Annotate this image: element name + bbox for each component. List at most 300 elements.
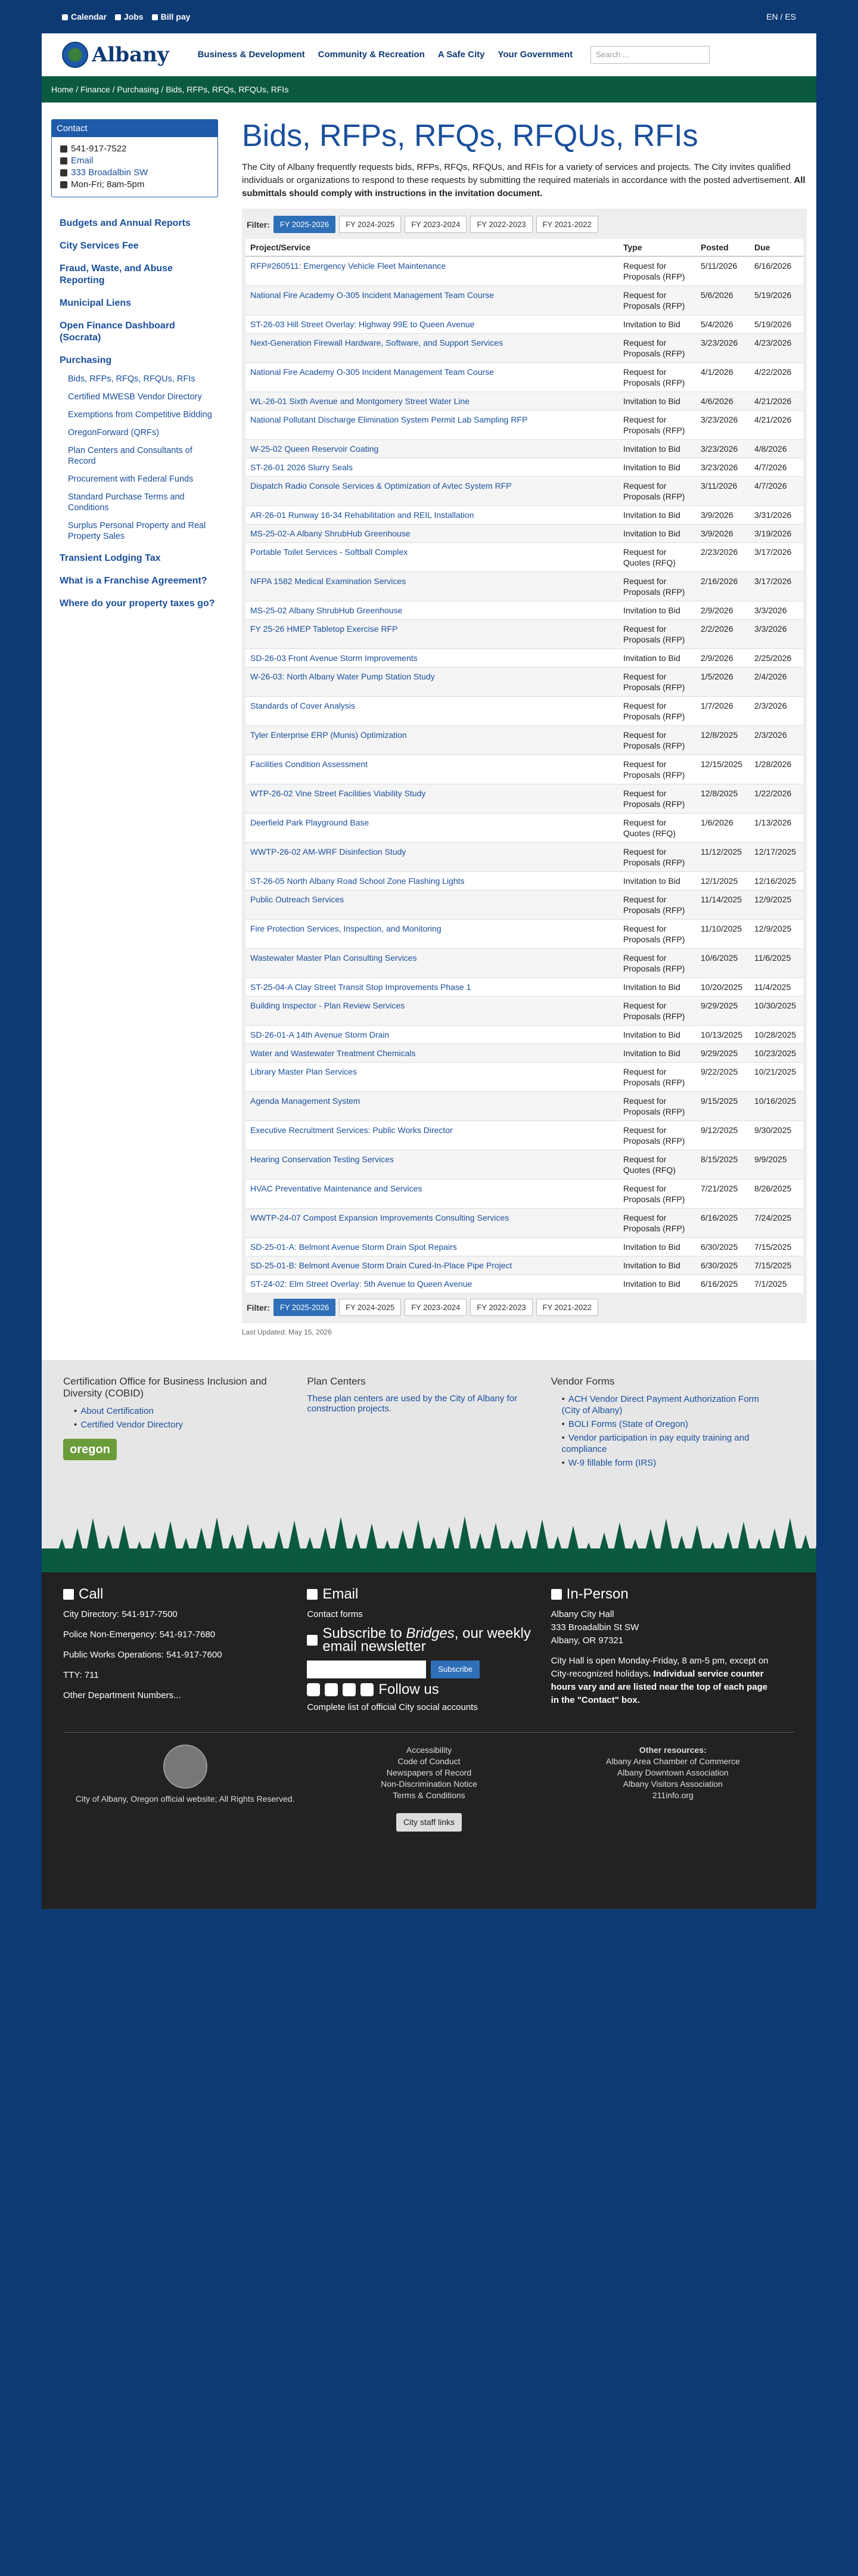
project-cell <box>245 997 618 1026</box>
project-link[interactable]: SD-25-01-A: Belmont Avenue Storm Drain Spot Repairs <box>250 1242 457 1252</box>
due-cell: 9/9/2025 <box>750 1150 803 1180</box>
posted-cell: 11/10/2025 <box>696 920 750 949</box>
legal-link-terms-conditions[interactable]: Terms & Conditions <box>393 1790 465 1800</box>
project-link[interactable]: National Pollutant Discharge Elimination System Permit Lab Sampling RFP <box>250 415 528 424</box>
project-cell <box>245 697 618 726</box>
sidebar-subitem-certified-mwesb-vendor-directory[interactable]: Certified MWESB Vendor Directory <box>68 392 202 402</box>
sidebar-subitem-bids-rfps-rfqs-rfqus-rfis[interactable]: Bids, RFPs, RFQs, RFQUs, RFIs <box>68 374 195 384</box>
project-cell <box>245 1026 618 1044</box>
column-header-type: Type <box>618 239 696 256</box>
subscribe-button[interactable]: Subscribe <box>431 1661 480 1678</box>
table-row <box>245 458 803 477</box>
project-link[interactable]: HVAC Preventative Maintenance and Services <box>250 1184 422 1193</box>
filter-buttons <box>273 1299 602 1316</box>
plan-centers-text[interactable]: These plan centers are used by the City of Albany for construction projects. <box>307 1393 518 1414</box>
utility-bar <box>42 0 816 33</box>
type-cell: Invitation to Bid <box>618 1238 696 1256</box>
due-cell: 3/19/2026 <box>750 524 803 543</box>
project-cell <box>245 1063 618 1092</box>
last-updated: Last Updated: May 15, 2026 <box>242 1328 332 1336</box>
table-row <box>245 1063 803 1092</box>
table-row <box>245 601 803 620</box>
contact-email-link[interactable]: Email <box>71 156 94 166</box>
filter-fy-2022-2023[interactable]: FY 2022-2023 <box>470 216 532 233</box>
project-link[interactable]: Public Outreach Services <box>250 895 344 904</box>
due-cell: 12/17/2025 <box>750 843 803 872</box>
social-accounts-link[interactable]: Complete list of official City social accounts <box>307 1702 478 1712</box>
envelope-icon <box>307 1589 318 1600</box>
type-cell: Invitation to Bid <box>618 506 696 524</box>
sidebar-item-what-is-a-franchise-agreement[interactable]: What is a Franchise Agreement? <box>60 576 207 586</box>
table-row <box>245 256 803 286</box>
table-row <box>245 1238 803 1256</box>
project-cell <box>245 843 618 872</box>
map-pin-icon <box>60 169 67 176</box>
project-link[interactable]: Fire Protection Services, Inspection, and Monitoring <box>250 924 442 933</box>
posted-cell: 9/29/2025 <box>696 1044 750 1063</box>
project-cell <box>245 949 618 978</box>
type-cell: Request for Proposals (RFP) <box>618 334 696 363</box>
project-cell <box>245 392 618 411</box>
resource-link-albany-area-chamber-of-commerce[interactable]: Albany Area Chamber of Commerce <box>605 1756 740 1766</box>
due-cell: 1/28/2026 <box>750 755 803 784</box>
project-link[interactable]: WWTP-26-02 AM-WRF Disinfection Study <box>250 847 406 856</box>
resource-link-albany-visitors-association[interactable]: Albany Visitors Association <box>623 1779 723 1789</box>
sidebar-subitem-surplus-personal-property-and-real-property-sales[interactable]: Surplus Personal Property and Real Property Sales <box>68 521 206 541</box>
legal-link-newspapers-of-record[interactable]: Newspapers of Record <box>386 1768 472 1777</box>
project-link[interactable]: Dispatch Radio Console Services & Optimization of Avtec System RFP <box>250 481 512 491</box>
instagram-icon[interactable] <box>325 1683 338 1696</box>
table-row <box>245 363 803 392</box>
contact-box <box>51 119 218 197</box>
vendor-form-link[interactable]: • W-9 fillable form (IRS) <box>562 1457 777 1469</box>
project-cell <box>245 1092 618 1121</box>
project-link[interactable]: Tyler Enterprise ERP (Munis) Optimization <box>250 730 407 740</box>
project-cell <box>245 286 618 315</box>
sidebar-item-where-do-your-property-taxes-go[interactable]: Where do your property taxes go? <box>60 598 215 609</box>
posted-cell: 2/16/2026 <box>696 572 750 601</box>
project-cell <box>245 524 618 543</box>
project-link[interactable]: Library Master Plan Services <box>250 1067 357 1076</box>
city-seal-icon <box>62 42 88 68</box>
newsletter-email-input[interactable] <box>307 1661 426 1678</box>
clock-icon <box>60 181 67 188</box>
column-header-project-service: Project/Service <box>245 239 618 256</box>
posted-cell: 9/22/2025 <box>696 1063 750 1092</box>
due-cell: 4/21/2026 <box>750 411 803 440</box>
filter-bar-top: Filter: FY 2025-2026 FY 2024-2025 FY 2023-2024 FY 2022-2023 FY 2021-2022 <box>245 213 803 239</box>
footer-contact <box>42 1572 816 1732</box>
table-row <box>245 920 803 949</box>
posted-cell: 9/12/2025 <box>696 1121 750 1150</box>
youtube-icon[interactable] <box>343 1683 356 1696</box>
project-link[interactable]: RFP#260511: Emergency Vehicle Fleet Maintenance <box>250 261 446 271</box>
contact-title: Contact <box>52 120 217 137</box>
project-link[interactable]: Deerfield Park Playground Base <box>250 818 369 827</box>
project-cell <box>245 334 618 363</box>
posted-cell: 9/15/2025 <box>696 1092 750 1121</box>
due-cell: 2/3/2026 <box>750 726 803 755</box>
sidebar-item-municipal-liens[interactable]: Municipal Liens <box>60 298 132 308</box>
sidebar-subitem-plan-centers-and-consultants-of-record[interactable]: Plan Centers and Consultants of Record <box>68 446 192 466</box>
holidays-link[interactable]: City-recognized holidays <box>551 1669 649 1679</box>
project-cell <box>245 256 618 286</box>
posted-cell: 6/16/2025 <box>696 1209 750 1238</box>
project-cell <box>245 506 618 524</box>
type-cell: Invitation to Bid <box>618 1044 696 1063</box>
project-link[interactable]: Executive Recruitment Services: Public Works Director <box>250 1125 453 1135</box>
due-cell: 12/9/2025 <box>750 920 803 949</box>
type-cell: Invitation to Bid <box>618 1256 696 1275</box>
type-cell: Invitation to Bid <box>618 1275 696 1293</box>
type-cell: Request for Proposals (RFP) <box>618 477 696 506</box>
in-person-title: In-Person <box>566 1586 629 1602</box>
project-link[interactable]: ST-26-01 2026 Slurry Seals <box>250 463 353 472</box>
project-link[interactable]: W-26-03: North Albany Water Pump Station Study <box>250 672 435 681</box>
type-cell: Request for Proposals (RFP) <box>618 1063 696 1092</box>
table-row <box>245 1044 803 1063</box>
language-toggle[interactable]: EN / ES <box>766 12 796 21</box>
posted-cell: 3/23/2026 <box>696 411 750 440</box>
project-cell <box>245 1150 618 1180</box>
type-cell: Invitation to Bid <box>618 315 696 334</box>
table-row <box>245 572 803 601</box>
sidebar-item-purchasing[interactable]: Purchasing <box>60 355 112 365</box>
nav-item-business-development[interactable]: Business & Development <box>197 49 305 60</box>
project-link[interactable]: Water and Wastewater Treatment Chemicals <box>250 1048 416 1058</box>
call-line: Police Non-Emergency: 541-917-7680 <box>63 1630 216 1640</box>
call-title: Call <box>79 1586 104 1602</box>
table-row <box>245 286 803 315</box>
table-row <box>245 315 803 334</box>
posted-cell: 5/11/2026 <box>696 256 750 286</box>
posted-cell: 3/23/2026 <box>696 440 750 458</box>
sidebar-item-fraud-waste-and-abuse-reporting[interactable]: Fraud, Waste, and Abuse Reporting <box>60 263 173 285</box>
sidebar-item-city-services-fee[interactable]: City Services Fee <box>60 241 139 251</box>
due-cell: 7/24/2025 <box>750 1209 803 1238</box>
posted-cell: 10/6/2025 <box>696 949 750 978</box>
project-link[interactable]: Next-Generation Firewall Hardware, Software, and Support Services <box>250 338 503 347</box>
posted-cell: 2/9/2026 <box>696 601 750 620</box>
project-link[interactable]: ST-24-02: Elm Street Overlay: 5th Avenue to Queen Avenue <box>250 1279 472 1289</box>
follow-us-label: Follow us <box>378 1681 439 1697</box>
type-cell: Invitation to Bid <box>618 978 696 997</box>
posted-cell: 2/23/2026 <box>696 543 750 572</box>
filter-fy-2025-2026[interactable]: FY 2025-2026 <box>273 216 335 233</box>
sidebar-subitem-exemptions-from-competitive-bidding[interactable]: Exemptions from Competitive Bidding <box>68 410 212 420</box>
person-icon <box>551 1589 562 1600</box>
due-cell: 7/15/2025 <box>750 1256 803 1275</box>
sidebar-item-budgets-and-annual-reports[interactable]: Budgets and Annual Reports <box>60 218 191 228</box>
table-row <box>245 890 803 920</box>
posted-cell: 6/30/2025 <box>696 1238 750 1256</box>
due-cell: 10/16/2025 <box>750 1092 803 1121</box>
column-header-posted: Posted <box>696 239 750 256</box>
call-line: TTY: 711 <box>63 1670 99 1680</box>
due-cell: 1/22/2026 <box>750 784 803 814</box>
project-cell <box>245 1275 618 1293</box>
type-cell: Request for Proposals (RFP) <box>618 697 696 726</box>
due-cell: 3/3/2026 <box>750 620 803 649</box>
table-row <box>245 668 803 697</box>
type-cell: Request for Proposals (RFP) <box>618 843 696 872</box>
project-cell <box>245 649 618 668</box>
project-cell <box>245 411 618 440</box>
posted-cell: 11/12/2025 <box>696 843 750 872</box>
project-link[interactable]: WL-26-01 Sixth Avenue and Montgomery Street Water Line <box>250 396 470 406</box>
main-nav <box>198 49 586 60</box>
resource-link-211info-org[interactable]: 211info.org <box>652 1790 694 1800</box>
project-link[interactable]: Building Inspector - Plan Review Services <box>250 1001 405 1010</box>
project-cell <box>245 726 618 755</box>
type-cell: Invitation to Bid <box>618 524 696 543</box>
resource-link-albany-downtown-association[interactable]: Albany Downtown Association <box>617 1768 729 1777</box>
due-cell: 7/15/2025 <box>750 1238 803 1256</box>
posted-cell: 5/6/2026 <box>696 286 750 315</box>
due-cell: 10/30/2025 <box>750 997 803 1026</box>
filter-fy-2023-2024[interactable]: FY 2023-2024 <box>405 216 467 233</box>
due-cell: 4/21/2026 <box>750 392 803 411</box>
filter-fy-2021-2022[interactable]: FY 2021-2022 <box>536 1299 598 1316</box>
sidebar-subitem-oregonforward-qrfs[interactable]: OregonForward (QRFs) <box>68 428 160 437</box>
posted-cell: 7/21/2025 <box>696 1180 750 1209</box>
project-link[interactable]: Standards of Cover Analysis <box>250 701 355 710</box>
type-cell: Request for Proposals (RFP) <box>618 411 696 440</box>
table-row <box>245 697 803 726</box>
project-cell <box>245 1121 618 1150</box>
sidebar <box>51 119 218 1360</box>
table-row <box>245 1150 803 1180</box>
project-cell <box>245 477 618 506</box>
type-cell: Request for Proposals (RFP) <box>618 726 696 755</box>
site-logo[interactable] <box>62 42 169 68</box>
posted-cell: 2/2/2026 <box>696 620 750 649</box>
filter-bar-bottom: Filter: FY 2025-2026 FY 2024-2025 FY 2023-2024 FY 2022-2023 FY 2021-2022 <box>245 1293 803 1318</box>
project-link[interactable]: SD-26-01-A 14th Avenue Storm Drain <box>250 1030 390 1039</box>
due-cell: 4/8/2026 <box>750 440 803 458</box>
table-row <box>245 477 803 506</box>
due-cell: 4/23/2026 <box>750 334 803 363</box>
project-link[interactable]: W-25-02 Queen Reservoir Coating <box>250 444 379 454</box>
address-line: Albany, OR 97321 <box>551 1635 624 1646</box>
social-row <box>307 1683 533 1696</box>
address-line: Albany City Hall <box>551 1609 614 1619</box>
project-link[interactable]: NFPA 1582 Medical Examination Services <box>250 576 406 586</box>
project-cell <box>245 315 618 334</box>
logo-text: Albany <box>92 42 169 67</box>
page-frame <box>42 0 816 1909</box>
nav-item-your-government[interactable]: Your Government <box>498 49 573 60</box>
posted-cell: 6/30/2025 <box>696 1256 750 1275</box>
project-link[interactable]: SD-26-03 Front Avenue Storm Improvements <box>250 653 418 663</box>
legal-link-accessibility[interactable]: Accessibility <box>406 1745 452 1755</box>
type-cell: Invitation to Bid <box>618 458 696 477</box>
project-link[interactable]: MS-25-02-A Albany ShrubHub Greenhouse <box>250 529 411 538</box>
posted-cell: 3/9/2026 <box>696 524 750 543</box>
type-cell: Request for Proposals (RFP) <box>618 1180 696 1209</box>
contact-hours: Mon-Fri; 8am-5pm <box>71 179 145 190</box>
cobid-title: Certification Office for Business Inclusion and Diversity (COBID) <box>63 1376 267 1399</box>
type-cell: Request for Proposals (RFP) <box>618 363 696 392</box>
project-cell <box>245 755 618 784</box>
table-row <box>245 978 803 997</box>
table-row <box>245 843 803 872</box>
other-resources-title: Other resources: <box>639 1745 707 1755</box>
table-row <box>245 334 803 363</box>
vendor-form-link[interactable]: • ACH Vendor Direct Payment Authorization Form (City of Albany) <box>562 1393 777 1416</box>
table-row <box>245 1256 803 1275</box>
search-input[interactable]: Search ... <box>590 46 710 64</box>
posted-cell: 4/6/2026 <box>696 392 750 411</box>
type-cell: Invitation to Bid <box>618 649 696 668</box>
filter-fy-2023-2024[interactable]: FY 2023-2024 <box>405 1299 467 1316</box>
posted-cell: 12/8/2025 <box>696 726 750 755</box>
type-cell: Request for Proposals (RFP) <box>618 997 696 1026</box>
posted-cell: 12/15/2025 <box>696 755 750 784</box>
sidebar-subitem-procurement-with-federal-funds[interactable]: Procurement with Federal Funds <box>68 474 194 484</box>
contact-address-link[interactable]: 333 Broadalbin SW <box>71 167 148 178</box>
table-row <box>245 543 803 572</box>
bids-table <box>245 239 803 1293</box>
filter-fy-2021-2022[interactable]: FY 2021-2022 <box>536 216 598 233</box>
facebook-icon[interactable] <box>307 1683 320 1696</box>
phone-icon <box>63 1589 74 1600</box>
phone-icon <box>60 145 67 153</box>
filter-fy-2024-2025[interactable]: FY 2024-2025 <box>339 1299 401 1316</box>
due-cell: 6/16/2026 <box>750 256 803 286</box>
type-cell: Request for Proposals (RFP) <box>618 1209 696 1238</box>
table-row <box>245 524 803 543</box>
vendor-form-link[interactable]: • Vendor participation in pay equity training and compliance <box>562 1432 777 1455</box>
posted-cell: 1/6/2026 <box>696 814 750 843</box>
util-link-calendar[interactable]: Calendar <box>62 12 107 21</box>
table-row <box>245 1026 803 1044</box>
main-content <box>218 119 807 1360</box>
filter-fy-2025-2026[interactable]: FY 2025-2026 <box>273 1299 335 1316</box>
vendor-form-link[interactable]: • BOLI Forms (State of Oregon) <box>562 1419 777 1430</box>
intro-text: The City of Albany frequently requests bids, RFPs, RFQs, RFQUs, and RFIs for a variety of services and projects. The City invites qualified individuals or organizations to respond to these requests by submitting the required materials in accordance with the posted advertisement. All submittals should comply with instructions in the invitation document. <box>242 162 806 198</box>
sidebar-item-open-finance-dashboard-socrata[interactable]: Open Finance Dashboard (Socrata) <box>60 321 175 343</box>
project-cell <box>245 668 618 697</box>
due-cell: 8/26/2025 <box>750 1180 803 1209</box>
type-cell: Request for Quotes (RFQ) <box>618 543 696 572</box>
newsletter-icon <box>307 1635 318 1646</box>
posted-cell: 1/5/2026 <box>696 668 750 697</box>
project-link[interactable]: Facilities Condition Assessment <box>250 759 368 769</box>
project-cell <box>245 1180 618 1209</box>
filter-fy-2022-2023[interactable]: FY 2022-2023 <box>470 1299 532 1316</box>
table-row <box>245 392 803 411</box>
table-row <box>245 997 803 1026</box>
other-numbers-link[interactable]: Other Department Numbers... <box>63 1690 181 1700</box>
type-cell: Request for Proposals (RFP) <box>618 755 696 784</box>
project-link[interactable]: ST-25-04-A Clay Street Transit Stop Improvements Phase 1 <box>250 982 471 992</box>
sidebar-item-transient-lodging-tax[interactable]: Transient Lodging Tax <box>60 553 161 563</box>
project-link[interactable]: MS-25-02 Albany ShrubHub Greenhouse <box>250 606 403 615</box>
due-cell: 5/19/2026 <box>750 286 803 315</box>
table-row <box>245 440 803 458</box>
table-row <box>245 726 803 755</box>
project-cell <box>245 1238 618 1256</box>
cobid-link[interactable]: • About Certification <box>74 1405 289 1417</box>
project-link[interactable]: SD-25-01-B: Belmont Avenue Storm Drain Cured-In-Place Pipe Project <box>250 1261 512 1270</box>
utility-links <box>62 12 198 21</box>
posted-cell: 12/1/2025 <box>696 872 750 890</box>
project-link[interactable]: ST-26-05 North Albany Road School Zone Flashing Lights <box>250 876 465 886</box>
legal-link-code-of-conduct[interactable]: Code of Conduct <box>397 1756 461 1766</box>
util-link-bill-pay[interactable]: Bill pay <box>152 12 191 21</box>
due-cell: 1/13/2026 <box>750 814 803 843</box>
nav-item-a-safe-city[interactable]: A Safe City <box>437 49 485 60</box>
project-link[interactable]: ST-26-03 Hill Street Overlay: Highway 99E to Queen Avenue <box>250 319 475 329</box>
site-header <box>42 33 816 76</box>
project-cell <box>245 1209 618 1238</box>
due-cell: 3/3/2026 <box>750 601 803 620</box>
project-cell <box>245 1256 618 1275</box>
project-cell <box>245 814 618 843</box>
due-cell: 12/9/2025 <box>750 890 803 920</box>
side-nav <box>51 218 218 610</box>
project-link[interactable]: National Fire Academy O-305 Incident Management Team Course <box>250 290 495 300</box>
call-line: Public Works Operations: 541-917-7600 <box>63 1650 222 1660</box>
posted-cell: 8/15/2025 <box>696 1150 750 1180</box>
project-link[interactable]: WWTP-24-07 Compost Expansion Improvements Consulting Services <box>250 1213 509 1222</box>
project-cell <box>245 601 618 620</box>
project-link[interactable]: Agenda Management System <box>250 1096 360 1106</box>
project-cell <box>245 572 618 601</box>
posted-cell: 3/11/2026 <box>696 477 750 506</box>
posted-cell: 11/14/2025 <box>696 890 750 920</box>
project-link[interactable]: Hearing Conservation Testing Services <box>250 1154 394 1164</box>
hours-text: City Hall is open Monday-Friday, 8 am-5 pm, except on City-recognized holidays. Individual service counter hours vary and are listed near the top of each page in the "Contact" box. <box>551 1656 769 1705</box>
project-cell <box>245 458 618 477</box>
table-row <box>245 1180 803 1209</box>
project-cell <box>245 1044 618 1063</box>
nav-item-community-recreation[interactable]: Community & Recreation <box>318 49 425 60</box>
type-cell: Invitation to Bid <box>618 872 696 890</box>
type-cell: Request for Proposals (RFP) <box>618 890 696 920</box>
project-link[interactable]: FY 25-26 HMEP Tabletop Exercise RFP <box>250 624 398 634</box>
posted-cell: 1/7/2026 <box>696 697 750 726</box>
due-cell: 2/3/2026 <box>750 697 803 726</box>
due-cell: 3/17/2026 <box>750 543 803 572</box>
project-link[interactable]: Portable Toilet Services - Softball Complex <box>250 547 408 557</box>
table-row <box>245 872 803 890</box>
contact-forms-link[interactable]: Contact forms <box>307 1609 363 1619</box>
sidebar-subitem-standard-purchase-terms-and-conditions[interactable]: Standard Purchase Terms and Conditions <box>68 492 185 513</box>
due-cell: 4/22/2026 <box>750 363 803 392</box>
project-link[interactable]: National Fire Academy O-305 Incident Management Team Course <box>250 367 495 377</box>
nextdoor-icon[interactable] <box>360 1683 374 1696</box>
project-link[interactable]: WTP-26-02 Vine Street Facilities Viability Study <box>250 789 426 798</box>
email-icon <box>60 157 67 165</box>
legal-link-non-discrimination-notice[interactable]: Non-Discrimination Notice <box>381 1779 477 1789</box>
official-site-text: City of Albany, Oregon official website; All Rights Reserved. <box>75 1794 295 1804</box>
table-row <box>245 1275 803 1293</box>
filter-fy-2024-2025[interactable]: FY 2024-2025 <box>339 216 401 233</box>
due-cell: 11/6/2025 <box>750 949 803 978</box>
util-link-jobs[interactable]: Jobs <box>115 12 144 21</box>
posted-cell: 3/9/2026 <box>696 506 750 524</box>
cobid-link[interactable]: • Certified Vendor Directory <box>74 1419 289 1430</box>
posted-cell: 3/23/2026 <box>696 334 750 363</box>
project-link[interactable]: Wastewater Master Plan Consulting Services <box>250 953 417 963</box>
subscribe-title: Subscribe to Bridges, our weekly email newsletter <box>322 1625 531 1655</box>
type-cell: Request for Proposals (RFP) <box>618 668 696 697</box>
due-cell: 10/21/2025 <box>750 1063 803 1092</box>
project-link[interactable]: AR-26-01 Runway 16-34 Rehabilitation and REIL Installation <box>250 510 474 520</box>
staff-links-button[interactable]: City staff links <box>396 1813 462 1832</box>
